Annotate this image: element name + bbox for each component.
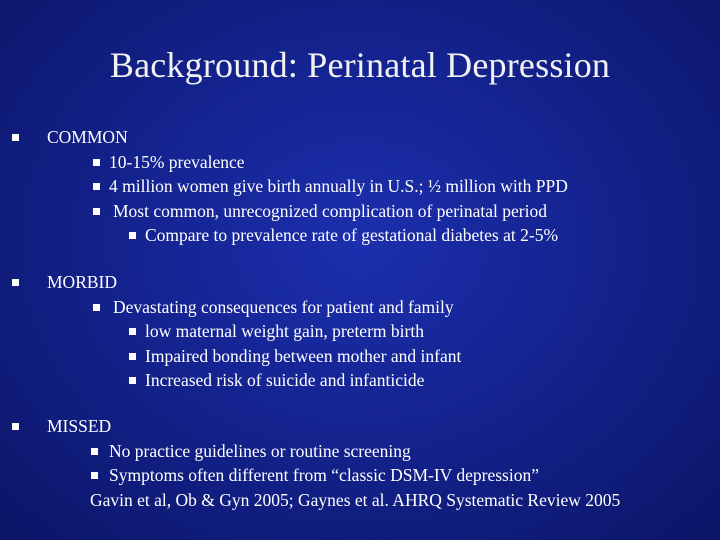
square-bullet-icon (12, 134, 19, 141)
common-point-3: Most common, unrecognized complication of perinatal period (113, 200, 547, 221)
list-item (47, 174, 568, 199)
square-bullet-icon (93, 304, 100, 311)
list-item (47, 223, 568, 248)
section-common (47, 125, 568, 248)
morbid-heading-line (47, 270, 461, 295)
morbid-subpoint-2: Impaired bonding between mother and infant (145, 345, 462, 366)
list-item (47, 295, 461, 320)
common-heading: COMMON (47, 127, 128, 147)
section-missed (47, 414, 620, 512)
square-bullet-icon (93, 159, 100, 166)
list-item (47, 199, 568, 224)
common-point-1: 10-15% prevalence (109, 151, 245, 172)
common-heading-line (47, 125, 568, 150)
list-item (47, 439, 620, 464)
citation: Gavin et al, Ob & Gyn 2005; Gaynes et al. AHRQ Systematic Review 2005 (90, 489, 621, 510)
list-item (47, 463, 620, 488)
missed-point-1: No practice guidelines or routine screening (109, 440, 411, 461)
square-bullet-icon (12, 423, 19, 430)
morbid-point: Devastating consequences for patient and family (113, 296, 454, 317)
square-bullet-icon (93, 208, 100, 215)
square-bullet-icon (129, 232, 136, 239)
missed-heading-line (47, 414, 620, 439)
common-subpoint: Compare to prevalence rate of gestational diabetes at 2-5% (145, 225, 559, 245)
missed-heading: MISSED (47, 416, 112, 436)
square-bullet-icon (129, 377, 136, 384)
slide-title: Background: Perinatal Depression (109, 45, 611, 85)
section-morbid (47, 270, 461, 393)
square-bullet-icon (12, 279, 19, 286)
morbid-subpoint-1: low maternal weight gain, preterm birth (145, 321, 424, 341)
list-item (47, 344, 461, 369)
square-bullet-icon (129, 353, 136, 360)
square-bullet-icon (129, 328, 136, 335)
morbid-subpoint-3: Increased risk of suicide and infanticide (145, 370, 425, 390)
square-bullet-icon (91, 472, 98, 479)
citation-line (47, 488, 620, 513)
square-bullet-icon (91, 448, 98, 455)
missed-point-2: Symptoms often different from “classic DSM-IV depression” (109, 465, 539, 485)
square-bullet-icon (93, 183, 100, 190)
list-item (47, 368, 461, 393)
common-point-2: 4 million women give birth annually in U.S.; ½ million with PPD (109, 176, 568, 196)
list-item (47, 319, 461, 344)
morbid-heading: MORBID (47, 272, 118, 292)
list-item (47, 150, 568, 175)
